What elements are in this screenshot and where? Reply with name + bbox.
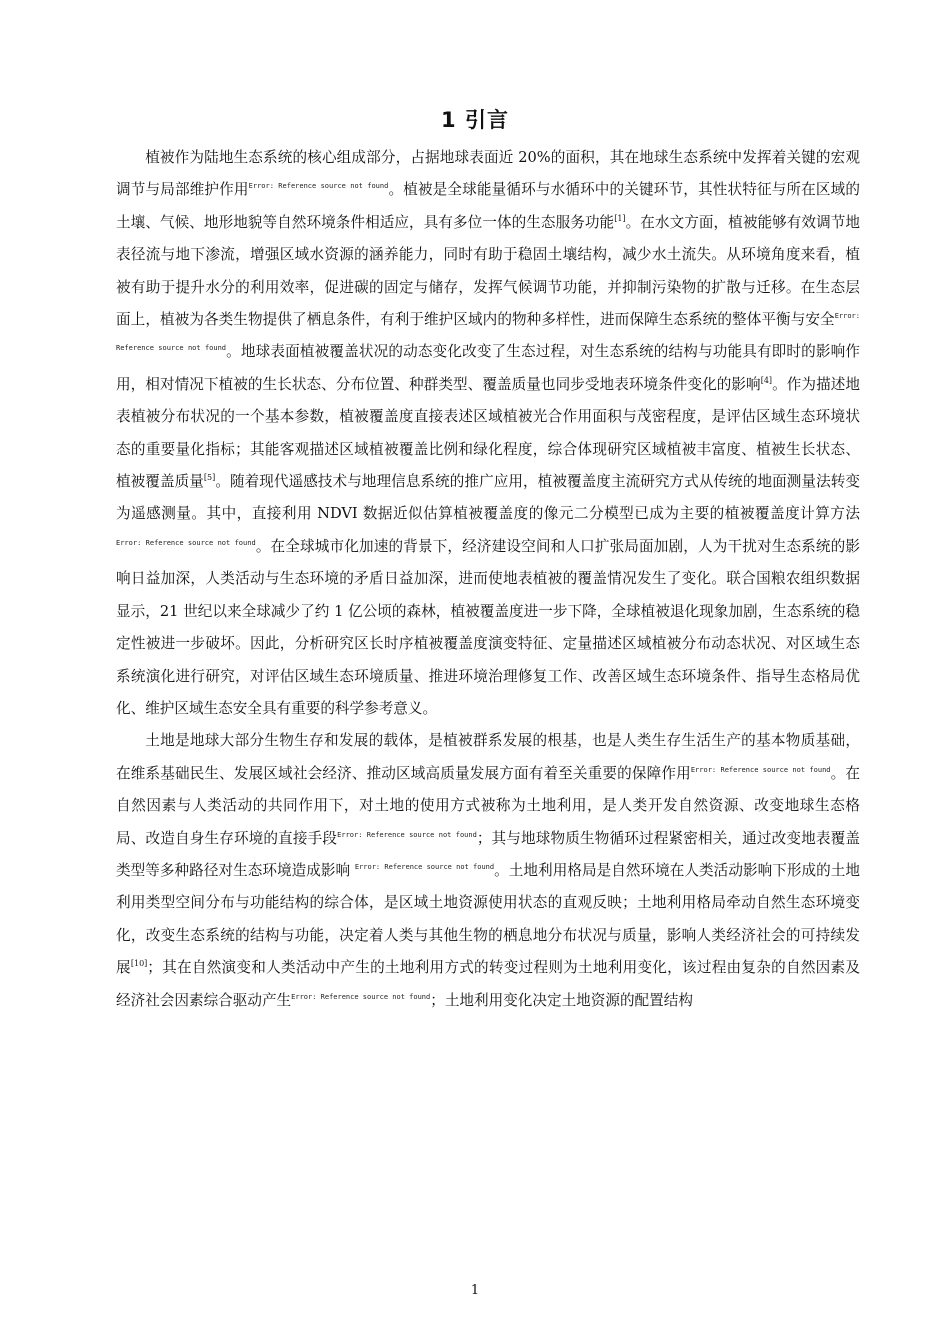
reference-error-marker: Error: Reference source not found bbox=[116, 539, 256, 548]
paragraph-text: ；其在自然演变和人类活动中产生的土地利用方式的转变过程则为土地利用变化，该过程由复杂的自然因素及经济社会因素综合驱动产生 bbox=[116, 959, 860, 1009]
reference-error-marker: Error: Reference source not found bbox=[337, 830, 477, 839]
paragraph bbox=[116, 725, 860, 1017]
citation-marker: [10] bbox=[130, 959, 148, 969]
paragraph-text: 。作为描述地表植被分布状况的一个基本参数，植被覆盖度直接表述区域植被光合作用面积与茂密程度，是评估区域生态环境状态的重要量化指标；其能客观描述区域植被覆盖比例和绿化程度，综合体现研究区域植被丰富度、植被生长状态、植被覆盖质量 bbox=[116, 375, 860, 491]
paragraph-text: 。在水文方面，植被能够有效调节地表径流与地下渗流，增强区域水资源的涵养能力，同时有助于稳固土壤结构，减少水土流失。从环境角度来看，植被有助于提升水分的利用效率，促进碳的固定与储存，发挥气候调节功能，并抑制污染物的扩散与迁移。在生态层面上，植被为各类生物提供了栖息条件，有利于维护区域内的物种多样性，进而保障生态系统的整体平衡与安全 bbox=[116, 213, 860, 329]
paragraph-text: 。在全球城市化加速的背景下，经济建设空间和人口扩张局面加剧，人为干扰对生态系统的影响日益加深，人类活动与生态环境的矛盾日益加深，进而使地表植被的覆盖情况发生了变化。联合国粮农组织数据显示，21 世纪以来全球减少了约 1 亿公顷的森林，植被覆盖度进一步下降，全球植被退化现象加剧，生态系统的稳定性被进一步破坏。因此，分析研究区长时序植被覆盖度演变特征、定量描述区域植被分布动态状况、对区域生态系统演化进行研究，对评估区域生态环境质量、推进环境治理修复工作、改善区域生态环境条件、指导生态格局优化、维护区域生态安全具有重要的科学参考意义。 bbox=[116, 537, 860, 717]
reference-error-marker: Error: Reference source not found bbox=[291, 992, 431, 1001]
citation-marker: [4] bbox=[760, 375, 773, 385]
body-text bbox=[116, 142, 860, 1017]
page-number: 1 bbox=[470, 1283, 480, 1298]
paragraph-text: 。随着现代遥感技术与地理信息系统的推广应用，植被覆盖度主流研究方式从传统的地面测量法转变为遥感测量。其中，直接利用 NDVI 数据近似估算植被覆盖度的像元二分模型已成为主要的植被覆盖度计算方法 bbox=[116, 473, 860, 523]
reference-error-marker: Error: Reference source not found bbox=[690, 765, 831, 774]
reference-error-marker: Error: Reference source not found bbox=[248, 182, 389, 191]
paragraph-text: 。植被是全球能量循环与水循环中的关键环节，其性状特征与所在区域的土壤、气候、地形地貌等自然环境条件相适应，具有多位一体的生态服务功能 bbox=[116, 181, 860, 231]
paragraph-text: ；土地利用变化决定土地资源的配置结构 bbox=[430, 991, 693, 1009]
citation-marker: [1] bbox=[614, 213, 626, 223]
paragraph-text: 。地球表面植被覆盖状况的动态变化改变了生态过程，对生态系统的结构与功能具有即时的影响作用，相对情况下植被的生长状态、分布位置、种群类型、覆盖质量也同步受地表环境条件变化的影响 bbox=[116, 343, 860, 393]
reference-error-marker: Error: Reference source not found bbox=[116, 312, 860, 353]
paragraph-text: 植被作为陆地生态系统的核心组成部分，占据地球表面近 20%的面积，其在地球生态系统中发挥着关键的宏观调节与局部维护作用 bbox=[116, 149, 860, 199]
paragraph-text: ；其与地球物质生物循环过程紧密相关，通过改变地表覆盖类型等多种路径对生态环境造成影响 bbox=[116, 829, 860, 879]
section-title: 1 引言 bbox=[441, 108, 509, 132]
citation-marker: [5] bbox=[203, 473, 216, 483]
paragraph bbox=[116, 142, 860, 725]
paragraph-text: 。在自然因素与人类活动的共同作用下，对土地的使用方式被称为土地利用，是人类开发自然资源、改变地球生态格局、改造自身生存环境的直接手段 bbox=[116, 764, 860, 847]
paragraph-text: 。土地利用格局是自然环境在人类活动影响下形成的土地利用类型空间分布与功能结构的综合体，是区域土地资源使用状态的直观反映；土地利用格局牵动自然生态环境变化，改变生态系统的结构与功能，决定着人类与其他生物的栖息地分布状况与质量，影响人类经济社会的可持续发展 bbox=[116, 861, 860, 977]
reference-error-marker: Error: Reference source not found bbox=[354, 863, 495, 872]
paragraph-text: 土地是地球大部分生物生存和发展的载体，是植被群系发展的根基，也是人类生存生活生产的基本物质基础，在维系基础民生、发展区域社会经济、推动区域高质量发展方面有着至关重要的保障作用 bbox=[116, 732, 860, 782]
